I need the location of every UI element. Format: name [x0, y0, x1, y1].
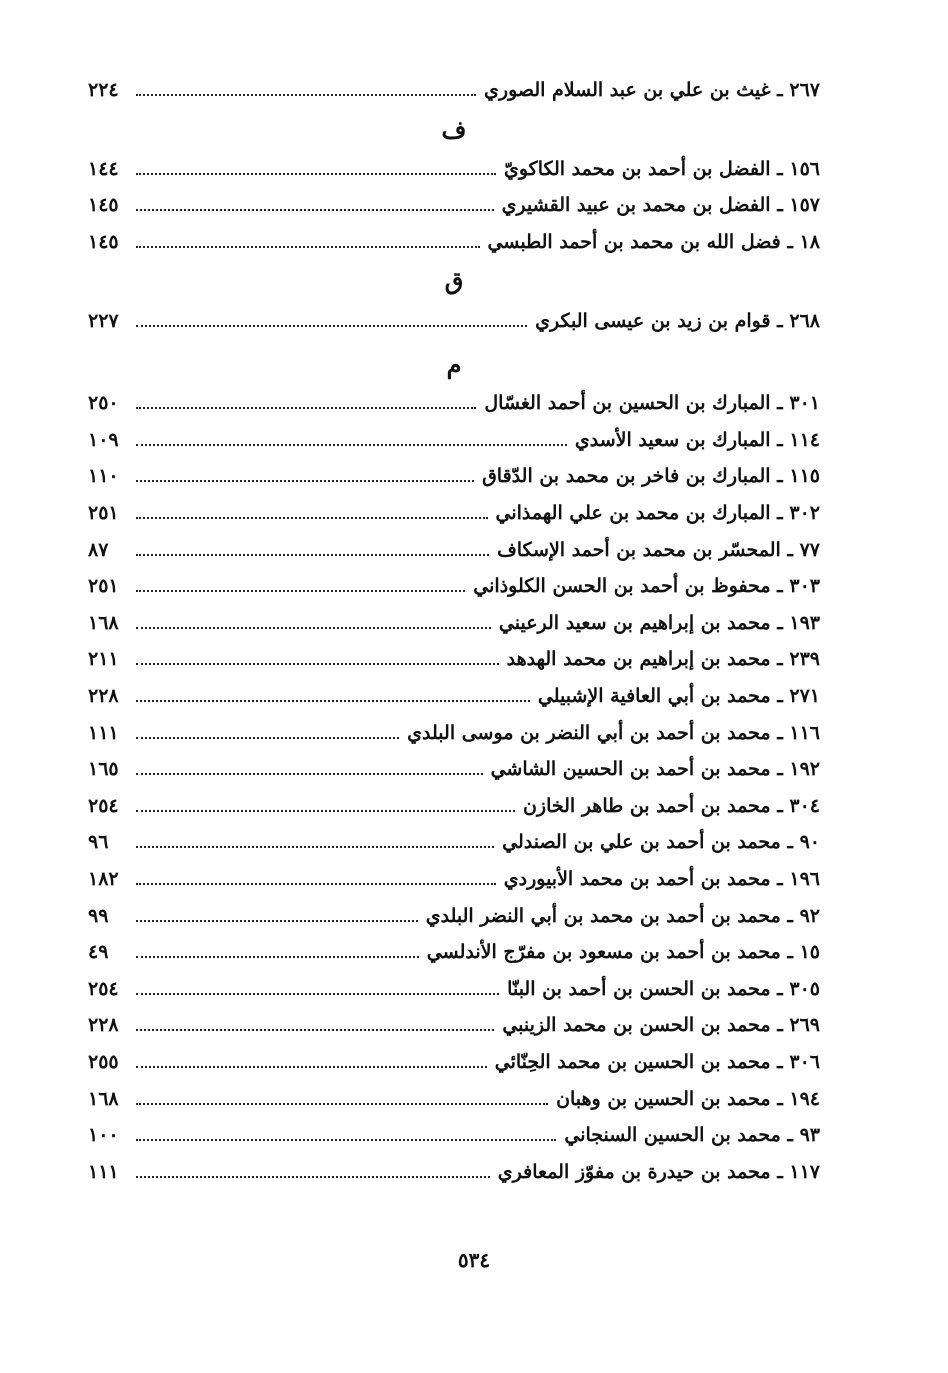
- entry-page-number: ٢٢٤: [88, 79, 119, 102]
- entry-name: ١٥٦ ـ الفضل بن أحمد بن محمد الكاكويّ: [503, 157, 820, 180]
- entry-page-number: ٢٢٨: [88, 685, 119, 708]
- entry-page-number: ٩٦: [88, 831, 109, 854]
- index-entry: [88, 458, 820, 495]
- dot-leader: [136, 627, 491, 629]
- index-entry: [88, 1153, 820, 1190]
- section-letter-heading: ف: [441, 114, 467, 144]
- entry-page-number: ١٦٨: [88, 1087, 119, 1110]
- index-entry: [88, 531, 820, 568]
- index-entry: [88, 1007, 820, 1044]
- entry-page-number: ١٤٥: [88, 231, 119, 254]
- section-letter-heading: ق: [444, 266, 464, 296]
- dot-leader: [136, 773, 483, 775]
- entry-name: ٢٦٧ ـ غيث بن علي بن عبد السلام الصوري: [484, 79, 820, 102]
- entry-page-number: ٢٥٤: [88, 794, 119, 817]
- entry-page-number: ١٦٥: [88, 758, 119, 781]
- entry-name: ٢٧١ ـ محمد بن أبي العافية الإشبيلي: [537, 685, 820, 708]
- dot-leader: [136, 325, 527, 327]
- index-entry: [88, 714, 820, 751]
- dot-leader: [136, 1139, 556, 1141]
- entry-name: ١٩٢ ـ محمد بن أحمد بن الحسين الشاشي: [490, 758, 820, 781]
- entry-name: ٢٦٨ ـ قوام بن زيد بن عيسى البكري: [535, 309, 820, 332]
- dot-leader: [136, 846, 494, 848]
- entry-name: ١٨ ـ فضل الله بن محمد بن أحمد الطبسي: [487, 231, 820, 254]
- entry-name: ١٩٣ ـ محمد بن إبراهيم بن سعيد الرعيني: [498, 611, 820, 634]
- dot-leader: [136, 883, 496, 885]
- entry-name: ١٥٧ ـ الفضل بن محمد بن عبيد القشيري: [501, 194, 820, 217]
- dot-leader: [136, 920, 418, 922]
- dot-leader: [136, 480, 474, 482]
- dot-leader: [136, 1176, 490, 1178]
- entry-name: ١١٧ ـ محمد بن حيدرة بن مفوّز المعافري: [497, 1160, 820, 1183]
- index-entry: [88, 605, 820, 642]
- index-entry: [88, 568, 820, 605]
- entry-page-number: ١١١: [88, 1160, 119, 1183]
- entry-name: ٣٠٢ ـ المبارك بن محمد بن علي الهمذاني: [495, 502, 820, 525]
- index-entry: [88, 385, 820, 422]
- entry-page-number: ١١٠: [88, 465, 119, 488]
- entry-name: ١١٦ ـ محمد بن أحمد بن أبي النضر بن موسى البلدي: [407, 721, 820, 744]
- index-entry: [88, 641, 820, 678]
- section-letter-heading: م: [446, 349, 462, 379]
- page-number: ٥٣٤: [457, 1248, 491, 1272]
- index-entry: [88, 72, 820, 109]
- dot-leader: [136, 94, 476, 96]
- entry-name: ٢٣٩ ـ محمد بن إبراهيم بن محمد الهدهد: [506, 648, 820, 671]
- entry-name: ١٩٤ ـ محمد بن الحسين بن وهبان: [556, 1087, 820, 1110]
- index-entry: [88, 824, 820, 861]
- index-entry: [88, 1080, 820, 1117]
- entry-name: ٩٢ ـ محمد بن أحمد بن محمد بن أبي النضر البلدي: [425, 904, 820, 927]
- dot-leader: [136, 810, 515, 812]
- entry-name: ٣٠٦ ـ محمد بن الحسين بن محمد الحِنّائي: [494, 1050, 820, 1073]
- dot-leader: [136, 444, 567, 446]
- dot-leader: [136, 993, 499, 995]
- index-entry: [88, 788, 820, 825]
- entry-page-number: ١٤٤: [88, 157, 119, 180]
- dot-leader: [136, 517, 488, 519]
- entry-page-number: ٢٥٠: [88, 392, 119, 415]
- index-entry: [88, 1044, 820, 1081]
- entry-name: ٣٠٤ ـ محمد بن أحمد بن طاهر الخازن: [522, 794, 820, 817]
- index-entry: [88, 1117, 820, 1154]
- entry-page-number: ١٠٩: [88, 428, 119, 451]
- dot-leader: [136, 246, 480, 248]
- index-entry: [88, 934, 820, 971]
- dot-leader: [136, 663, 499, 665]
- index-entry: [88, 970, 820, 1007]
- dot-leader: [136, 554, 489, 556]
- index-list: [88, 72, 820, 1190]
- entry-page-number: ١٠٠: [88, 1124, 119, 1147]
- index-entry: [88, 224, 820, 261]
- entry-name: ٣٠٥ ـ محمد بن الحسن بن أحمد بن البنّا: [507, 977, 820, 1000]
- dot-leader: [136, 590, 465, 592]
- dot-leader: [136, 1103, 548, 1105]
- dot-leader: [136, 956, 419, 958]
- entry-name: ٧٧ ـ المحسّر بن محمد بن أحمد الإسكاف: [497, 538, 820, 561]
- entry-page-number: ١٤٥: [88, 194, 119, 217]
- index-entry: [88, 678, 820, 715]
- entry-page-number: ٢٥١: [88, 502, 119, 525]
- index-entry: [88, 861, 820, 898]
- entry-name: ٣٠٣ ـ محفوظ بن أحمد بن الحسن الكلوذاني: [473, 575, 820, 598]
- dot-leader: [136, 209, 494, 211]
- entry-page-number: ٢١١: [88, 648, 119, 671]
- dot-leader: [136, 173, 496, 175]
- entry-page-number: ٢٥٥: [88, 1050, 119, 1073]
- index-entry: [88, 897, 820, 934]
- index-entry: [88, 751, 820, 788]
- entry-page-number: ١٨٢: [88, 867, 119, 890]
- entry-page-number: ٢٢٧: [88, 309, 119, 332]
- entry-page-number: ٢٥٤: [88, 977, 119, 1000]
- entry-page-number: ١٦٨: [88, 611, 119, 634]
- entry-name: ٢٦٩ ـ محمد بن الحسن بن محمد الزينبي: [502, 1014, 820, 1037]
- entry-page-number: ٢٥١: [88, 575, 119, 598]
- index-entry: [88, 302, 820, 339]
- entry-name: ١١٤ ـ المبارك بن سعيد الأسدي: [574, 428, 820, 451]
- entry-page-number: ٨٧: [88, 538, 109, 561]
- entry-page-number: ٩٩: [88, 904, 109, 927]
- entry-name: ١١٥ ـ المبارك بن فاخر بن محمد بن الدّقاق: [482, 465, 820, 488]
- dot-leader: [136, 737, 399, 739]
- dot-leader: [136, 1029, 494, 1031]
- dot-leader: [136, 700, 530, 702]
- entry-name: ٩٣ ـ محمد بن الحسين السنجاني: [564, 1124, 820, 1147]
- entry-page-number: ٤٩: [88, 941, 109, 964]
- entry-name: ٩٠ ـ محمد بن أحمد بن علي بن الصندلي: [502, 831, 820, 854]
- index-entry: [88, 422, 820, 459]
- index-entry: [88, 495, 820, 532]
- entry-name: ٣٠١ ـ المبارك بن الحسين بن أحمد الغسّال: [484, 392, 820, 415]
- entry-page-number: ١١١: [88, 721, 119, 744]
- dot-leader: [136, 407, 476, 409]
- entry-page-number: ٢٢٨: [88, 1014, 119, 1037]
- entry-name: ١٩٦ ـ محمد بن أحمد بن محمد الأبيوردي: [503, 867, 820, 890]
- index-entry: [88, 187, 820, 224]
- dot-leader: [136, 1066, 487, 1068]
- entry-name: ١٥ ـ محمد بن أحمد بن مسعود بن مفرّج الأندلسي: [426, 941, 820, 964]
- index-entry: [88, 151, 820, 188]
